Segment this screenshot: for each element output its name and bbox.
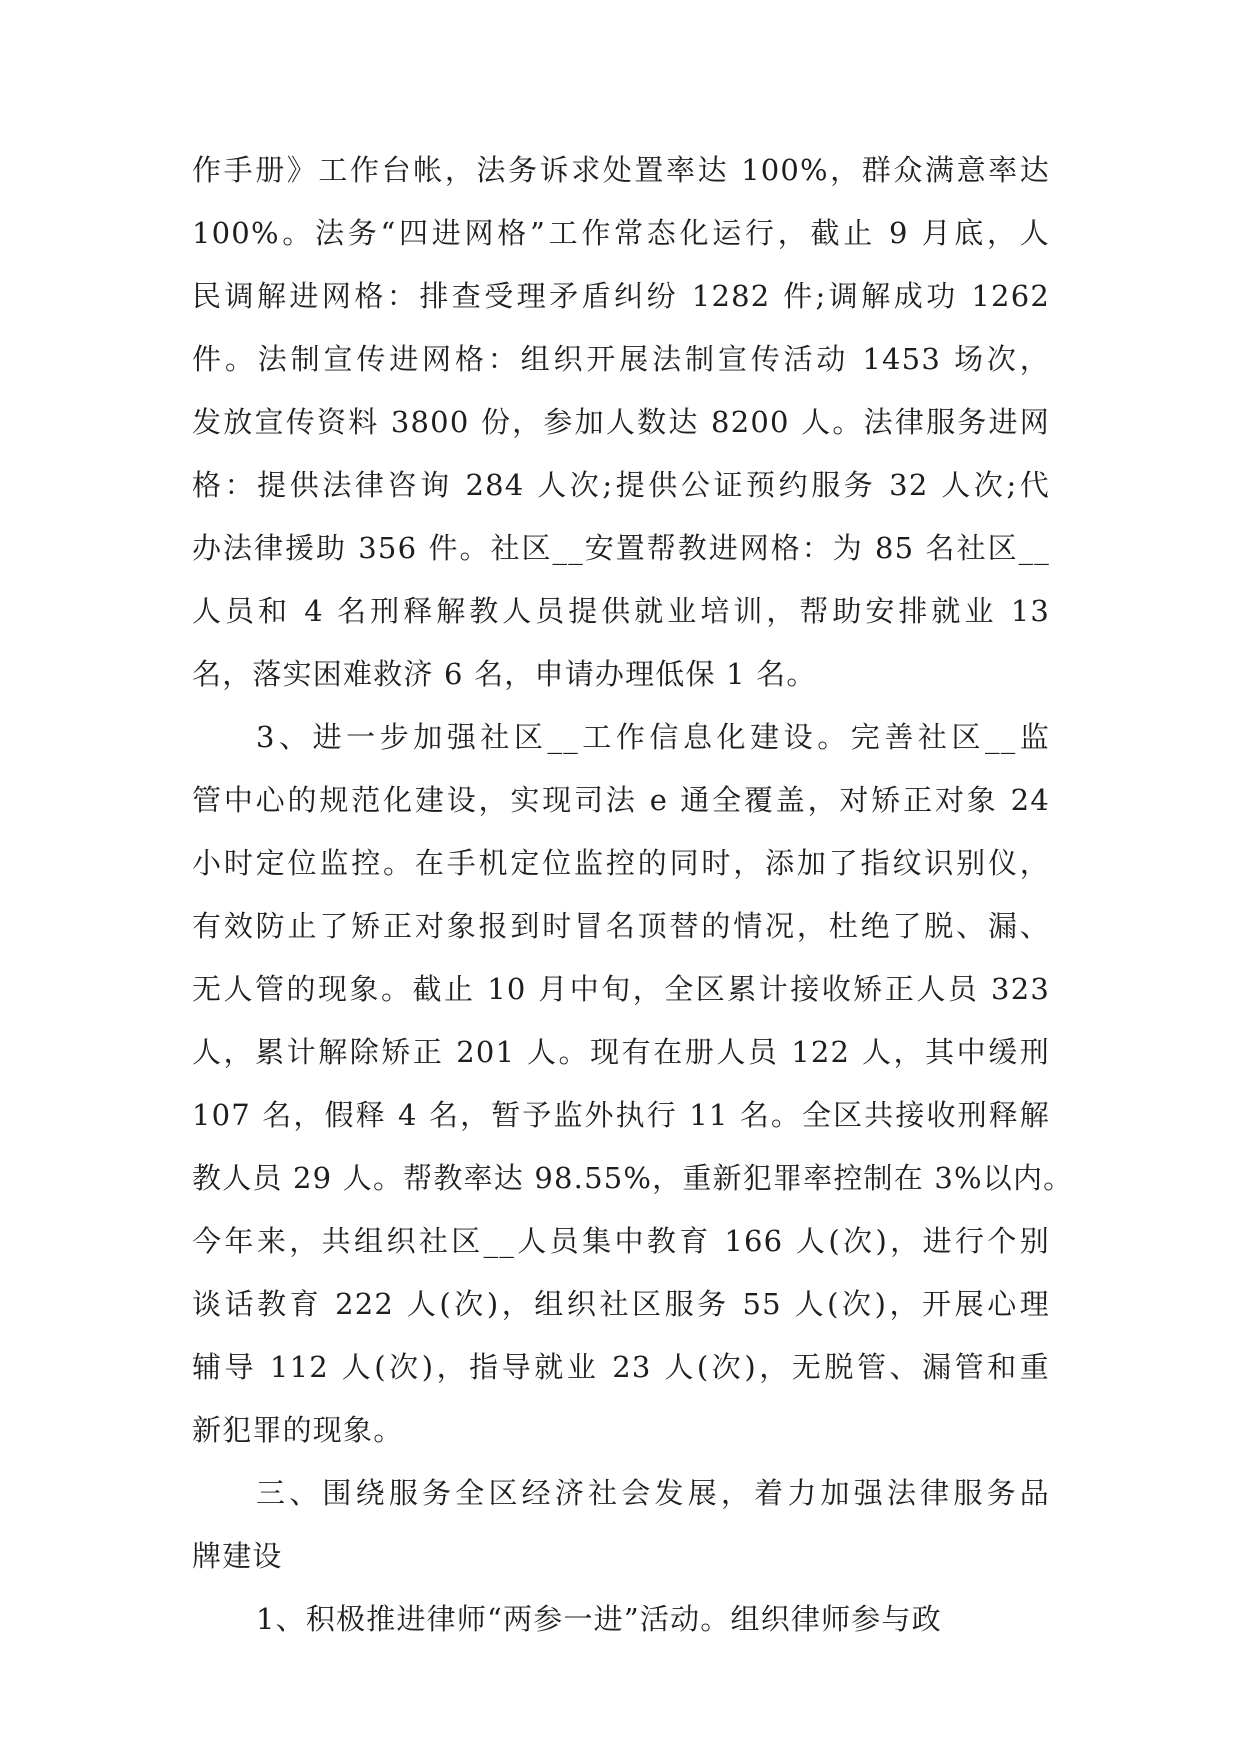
text-line: 谈话教育 222 人(次)，组织社区服务 55 人(次)，开展心理 [192,1287,1050,1321]
paragraph-first-line: 1、积极推进律师“两参一进”活动。组织律师参与政 [256,1602,942,1636]
text-line: 有效防止了矫正对象报到时冒名顶替的情况，杜绝了脱、漏、 [192,909,1050,943]
text-line: 人员和 4 名刑释解教人员提供就业培训，帮助安排就业 13 [192,594,1050,628]
paragraph-first-line: 3、进一步加强社区__工作信息化建设。完善社区__监 [256,720,1050,754]
text-line: 发放宣传资料 3800 份，参加人数达 8200 人。法律服务进网 [192,405,1050,439]
text-line: 人，累计解除矫正 201 人。现有在册人员 122 人，其中缓刑 [192,1035,1050,1069]
text-line: 107 名，假释 4 名，暂予监外执行 11 名。全区共接收刑释解 [192,1098,1050,1132]
text-line: 教人员 29 人。帮教率达 98.55%，重新犯罪率控制在 3%以内。 [192,1161,1074,1195]
text-line: 今年来，共组织社区__人员集中教育 166 人(次)，进行个别 [192,1224,1050,1258]
text-line: 小时定位监控。在手机定位监控的同时，添加了指纹识别仪， [192,846,1050,880]
text-line: 100%。法务“四进网格”工作常态化运行，截止 9 月底，人 [192,216,1050,250]
text-line: 民调解进网格：排查受理矛盾纠纷 1282 件;调解成功 1262 [192,279,1050,313]
text-line: 格：提供法律咨询 284 人次;提供公证预约服务 32 人次;代 [192,468,1050,502]
text-line: 辅导 112 人(次)，指导就业 23 人(次)，无脱管、漏管和重 [192,1350,1050,1384]
section-heading-line: 三、围绕服务全区经济社会发展，着力加强法律服务品 [256,1476,1050,1510]
text-line: 作手册》工作台帐，法务诉求处置率达 100%，群众满意率达 [192,153,1050,187]
text-line: 无人管的现象。截止 10 月中旬，全区累计接收矫正人员 323 [192,972,1050,1006]
text-line: 名，落实困难救济 6 名，申请办理低保 1 名。 [192,657,817,691]
text-line: 管中心的规范化建设，实现司法 e 通全覆盖，对矫正对象 24 [192,783,1050,817]
text-line: 件。法制宣传进网格：组织开展法制宣传活动 1453 场次， [192,342,1050,376]
text-line: 新犯罪的现象。 [192,1413,404,1447]
text-line: 办法律援助 356 件。社区__安置帮教进网格：为 85 名社区__ [192,531,1050,565]
section-heading-line: 牌建设 [192,1539,283,1573]
